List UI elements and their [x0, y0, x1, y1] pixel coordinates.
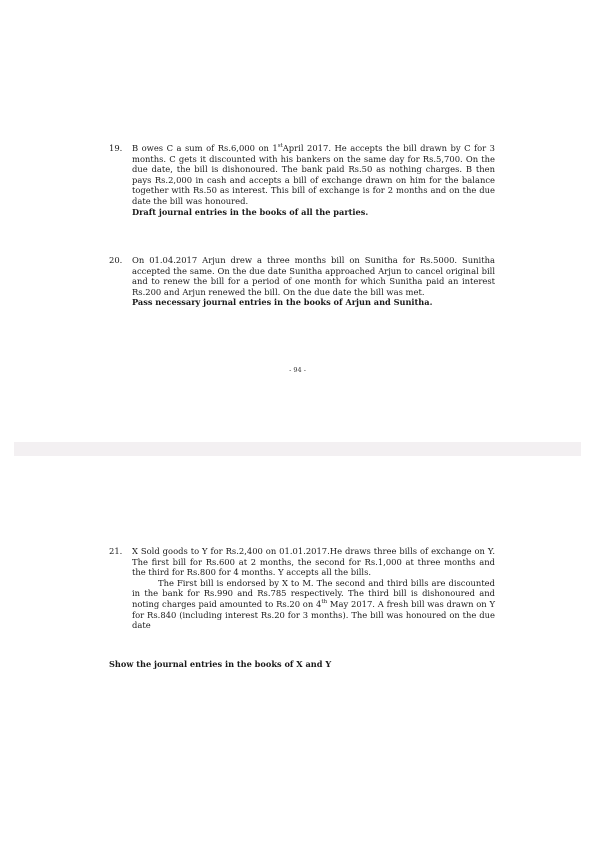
question-number: 21.	[109, 546, 123, 556]
ordinal-suffix: st	[277, 143, 283, 150]
question-body	[132, 255, 495, 308]
question-instruction: Show the journal entries in the books of X and Y	[109, 659, 332, 669]
page-separator	[14, 442, 581, 456]
question-text-part: The First bill is endorsed by X to M. The second and third bills are discounted in the bank for Rs.990 and Rs.785 respectively. The third bill is dishonoured and noting charges paid amounted to Rs.20 on 4	[132, 577, 495, 609]
question-text: X Sold goods to Y for Rs.2,400 on 01.01.2017.He draws three bills of exchange on Y. The first bill for Rs.600 at 2 months, the second for Rs.1,000 at three months and the third for Rs.800 for 4 months. Y accepts all the bills.	[132, 546, 495, 578]
ordinal-suffix: th	[321, 599, 328, 606]
question-instruction: Draft journal entries in the books of all the parties.	[132, 206, 369, 217]
question-number: 19.	[109, 143, 123, 153]
question-number: 20.	[109, 255, 123, 265]
question-text-part: B owes C a sum of Rs.6,000 on 1	[132, 143, 278, 153]
question-body	[132, 546, 495, 631]
question-text-part: April 2017. He accepts the bill drawn by C for 3 months. C gets it discounted with his bankers on the same day for Rs.5,700. On the due date, the bill is dishonoured. The bank paid Rs.50 as nothing charges. B then pays Rs.2,000 in cash and accepts a bill of exchange drawn on him for the balance together with Rs.50 as interest. This bill of exchange is for 2 months and on the due date the bill was honoured.	[132, 143, 495, 206]
question-text: On 01.04.2017 Arjun drew a three months bill on Sunitha for Rs.5000. Sunitha accepted the same. On the due date Sunitha approached Arjun to cancel original bill and to renew the bill for a period of one month for which Sunitha paid an interest Rs.200 and Arjun renewed the bill. On the due date the bill was met.	[132, 255, 495, 297]
question-body	[132, 143, 495, 217]
question-text-part: May 2017. A fresh bill was drawn on Y for Rs.840 (including interest Rs.20 for 3 months). The bill was honoured on the due date	[132, 598, 495, 631]
question-text	[132, 143, 495, 207]
page-number: - 94 -	[289, 366, 306, 374]
question-text	[132, 578, 495, 631]
question-instruction: Pass necessary journal entries in the books of Arjun and Sunitha.	[132, 297, 433, 308]
page-bottom-sheet	[0, 456, 595, 841]
